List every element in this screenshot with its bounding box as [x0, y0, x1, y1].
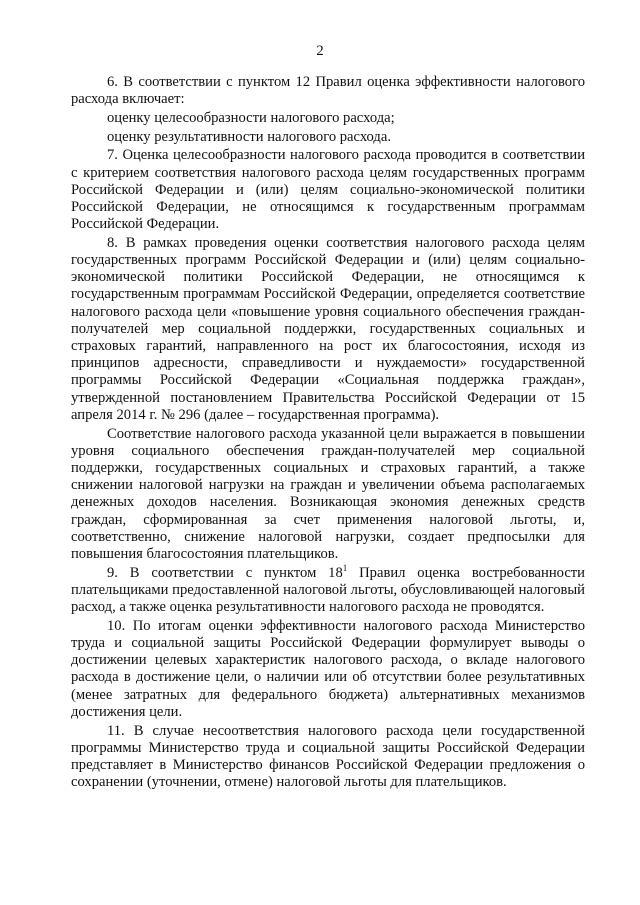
- paragraph-8-continuation: Соответствие налогового расхода указанной цели выражается в повышении уровня социального обеспечения граждан-получателей мер социальной поддержки, государственных социальных и страховых гарантий, а также снижении налоговой нагрузки на граждан и увеличении объема располагаемых денежных доходов населения. Возникающая экономия денежных средств граждан, сформированная за счет применения налоговой льготы, и, соответственно, снижение налоговой нагрузки, создает предпосылки для повышения благосостояния плательщиков.: [71, 425, 585, 562]
- page-number: 2: [316, 43, 324, 59]
- list-item-expediency: оценку целесообразности налогового расхода;: [107, 109, 395, 126]
- paragraph-6: 6. В соответствии с пунктом 12 Правил оценка эффективности налогового расхода включает:: [71, 74, 585, 108]
- paragraph-11: 11. В случае несоответствия налогового расхода цели государственной программы Министерство труда и социальной защиты Российской Федерации представляет в Министерство финансов Российской Федерации предложения о сохранении (уточнении, отмене) налоговой льготы для плательщиков.: [71, 722, 585, 791]
- paragraph-9-end: Правил оценка востребованности плательщиками предоставленной налоговой льготы, обусловливающей налоговый расход, а также оценка результативности налогового расхода не проводятся.: [71, 564, 585, 616]
- document-body: [71, 74, 585, 793]
- list-item-effectiveness: оценку результативности налогового расхода.: [107, 128, 391, 145]
- paragraph-8: 8. В рамках проведения оценки соответствия налогового расхода целям государственных программ Российской Федерации и (или) целям социально-экономической политики Российской Федерации, не относящимся к государственным программам Российской Федерации, определяется соответствие налогового расхода цели «повышение уровня социального обеспечения граждан-получателей мер социальной поддержки, государственных социальных и страховых гарантий, направленного на рост их благосостояния, исходя из принципов адресности, справедливости и нуждаемости» государственной программы Российской Федерации «Социальная поддержка граждан», утвержденной постановлением Правительства Российской Федерации от 15 апреля 2014 г. № 296 (далее – государственная программа).: [71, 234, 585, 423]
- paragraph-9-start: 9. В соответствии с пунктом 18: [107, 564, 343, 581]
- paragraph-9-superscript: 1: [342, 562, 348, 573]
- paragraph-9: [71, 562, 585, 617]
- paragraph-7: 7. Оценка целесообразности налогового расхода проводится в соответствии с критерием соответствия налогового расхода целям государственных программ Российской Федерации и (или) целям социально-экономической политики Российской Федерации, не относящимся к государственным программам Российской Федерации.: [71, 147, 585, 233]
- paragraph-10: 10. По итогам оценки эффективности налогового расхода Министерство труда и социальной защиты Российской Федерации формулирует выводы о достижении целевых характеристик налогового расхода, о вкладе налогового расхода в достижение цели, о наличии или об отсутствии более результативных (менее затратных для федерального бюджета) альтернативных механизмов достижения цели.: [71, 617, 585, 720]
